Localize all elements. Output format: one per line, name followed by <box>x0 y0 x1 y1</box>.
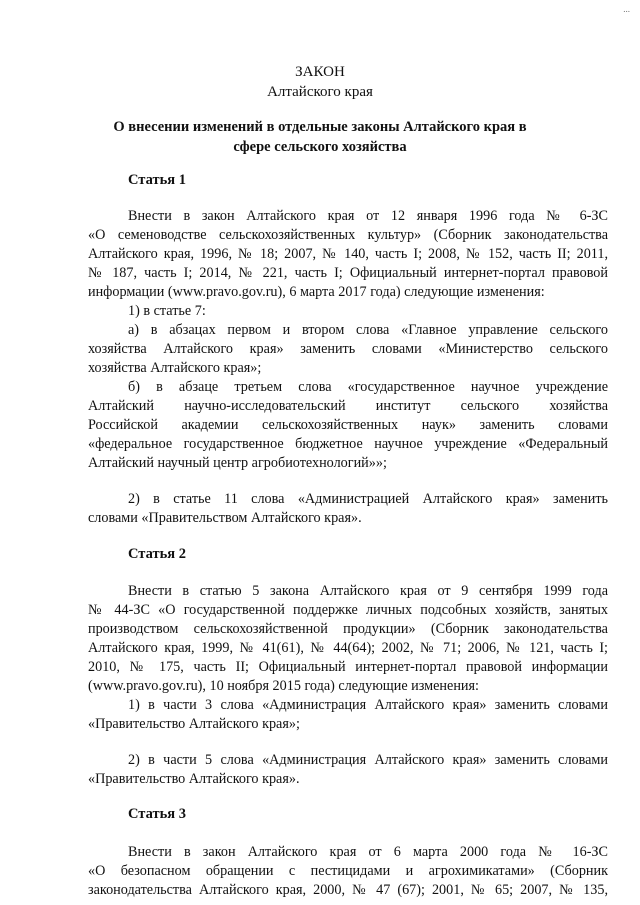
article-3-line: «О безопасном обращении с пестицидами и агрохимикатами» (Сборник <box>88 863 608 879</box>
article-3-line: Внести в закон Алтайского края от 6 марта 2000 года № 16-ЗС <box>128 844 608 860</box>
article-1-line: информации (www.pravo.gov.ru), 6 марта 2017 года) следующие изменения: <box>88 284 545 300</box>
law-heading-line-1: О внесении изменений в отдельные законы Алтайского края в <box>113 119 527 135</box>
article-2-line: Внести в статью 5 закона Алтайского края от 9 сентября 1999 года <box>128 583 608 599</box>
article-1-line: Алтайский научно-исследовательский институт сельского хозяйства <box>88 398 608 414</box>
article-1-line: словами «Правительством Алтайского края». <box>88 510 362 526</box>
article-3-title: Статья 3 <box>128 806 186 822</box>
article-2-line: «Правительство Алтайского края»; <box>88 716 300 732</box>
article-1-item: 1) в статье 7: <box>128 303 206 319</box>
article-2-line: «Правительство Алтайского края». <box>88 771 300 787</box>
article-1-line: Алтайского края, 1996, № 18; 2007, № 140, часть I; 2008, № 152, часть II; 2011, <box>88 246 608 262</box>
article-2-line: Алтайского края, 1999, № 41(61), № 44(64); 2002, № 71; 2006, № 121, часть I; <box>88 640 608 656</box>
article-1-line: № 187, часть I; 2014, № 221, часть I; Официальный интернет-портал правовой <box>88 265 608 281</box>
article-1-subitem: а) в абзацах первом и втором слова «Главное управление сельского <box>128 322 608 338</box>
corner-mark: ... <box>623 4 630 14</box>
article-2-line: производством сельскохозяйственной продукции» (Сборник законодательства <box>88 621 608 637</box>
article-1-line: хозяйства Алтайского края» заменить словами «Министерство сельского <box>88 341 608 357</box>
article-1-subitem: б) в абзаце третьем слова «государственное научное учреждение <box>128 379 608 395</box>
article-1-line: Внести в закон Алтайского края от 12 января 1996 года № 6-ЗС <box>128 208 608 224</box>
article-2-item: 1) в части 3 слова «Администрация Алтайского края» заменить словами <box>128 697 608 713</box>
document-region: Алтайского края <box>267 84 373 100</box>
article-1-line: «федеральное государственное бюджетное научное учреждение «Федеральный <box>88 436 608 452</box>
article-2-title: Статья 2 <box>128 546 186 562</box>
article-1-item: 2) в статье 11 слова «Администрацией Алтайского края» заменить <box>128 491 608 507</box>
article-2-item: 2) в части 5 слова «Администрация Алтайского края» заменить словами <box>128 752 608 768</box>
article-2-line: № 44-ЗС «О государственной поддержке личных подсобных хозяйств, занятых <box>88 602 608 618</box>
article-1-line: Алтайский научный центр агробиотехнологий»»; <box>88 455 387 471</box>
article-1-title: Статья 1 <box>128 172 186 188</box>
article-2-line: (www.pravo.gov.ru), 10 ноября 2015 года) следующие изменения: <box>88 678 479 694</box>
law-heading-line-2: сфере сельского хозяйства <box>233 139 407 155</box>
document-type-title: ЗАКОН <box>295 64 345 80</box>
article-1-line: Российской академии сельскохозяйственных наук» заменить словами <box>88 417 608 433</box>
article-3-line: законодательства Алтайского края, 2000, № 47 (67); 2001, № 65; 2007, № 135, <box>88 882 608 898</box>
article-1-line: хозяйства Алтайского края»; <box>88 360 262 376</box>
article-1-line: «О семеноводстве сельскохозяйственных культур» (Сборник законодательства <box>88 227 608 243</box>
article-2-line: 2010, № 175, часть II; Официальный интернет-портал правовой информации <box>88 659 608 675</box>
